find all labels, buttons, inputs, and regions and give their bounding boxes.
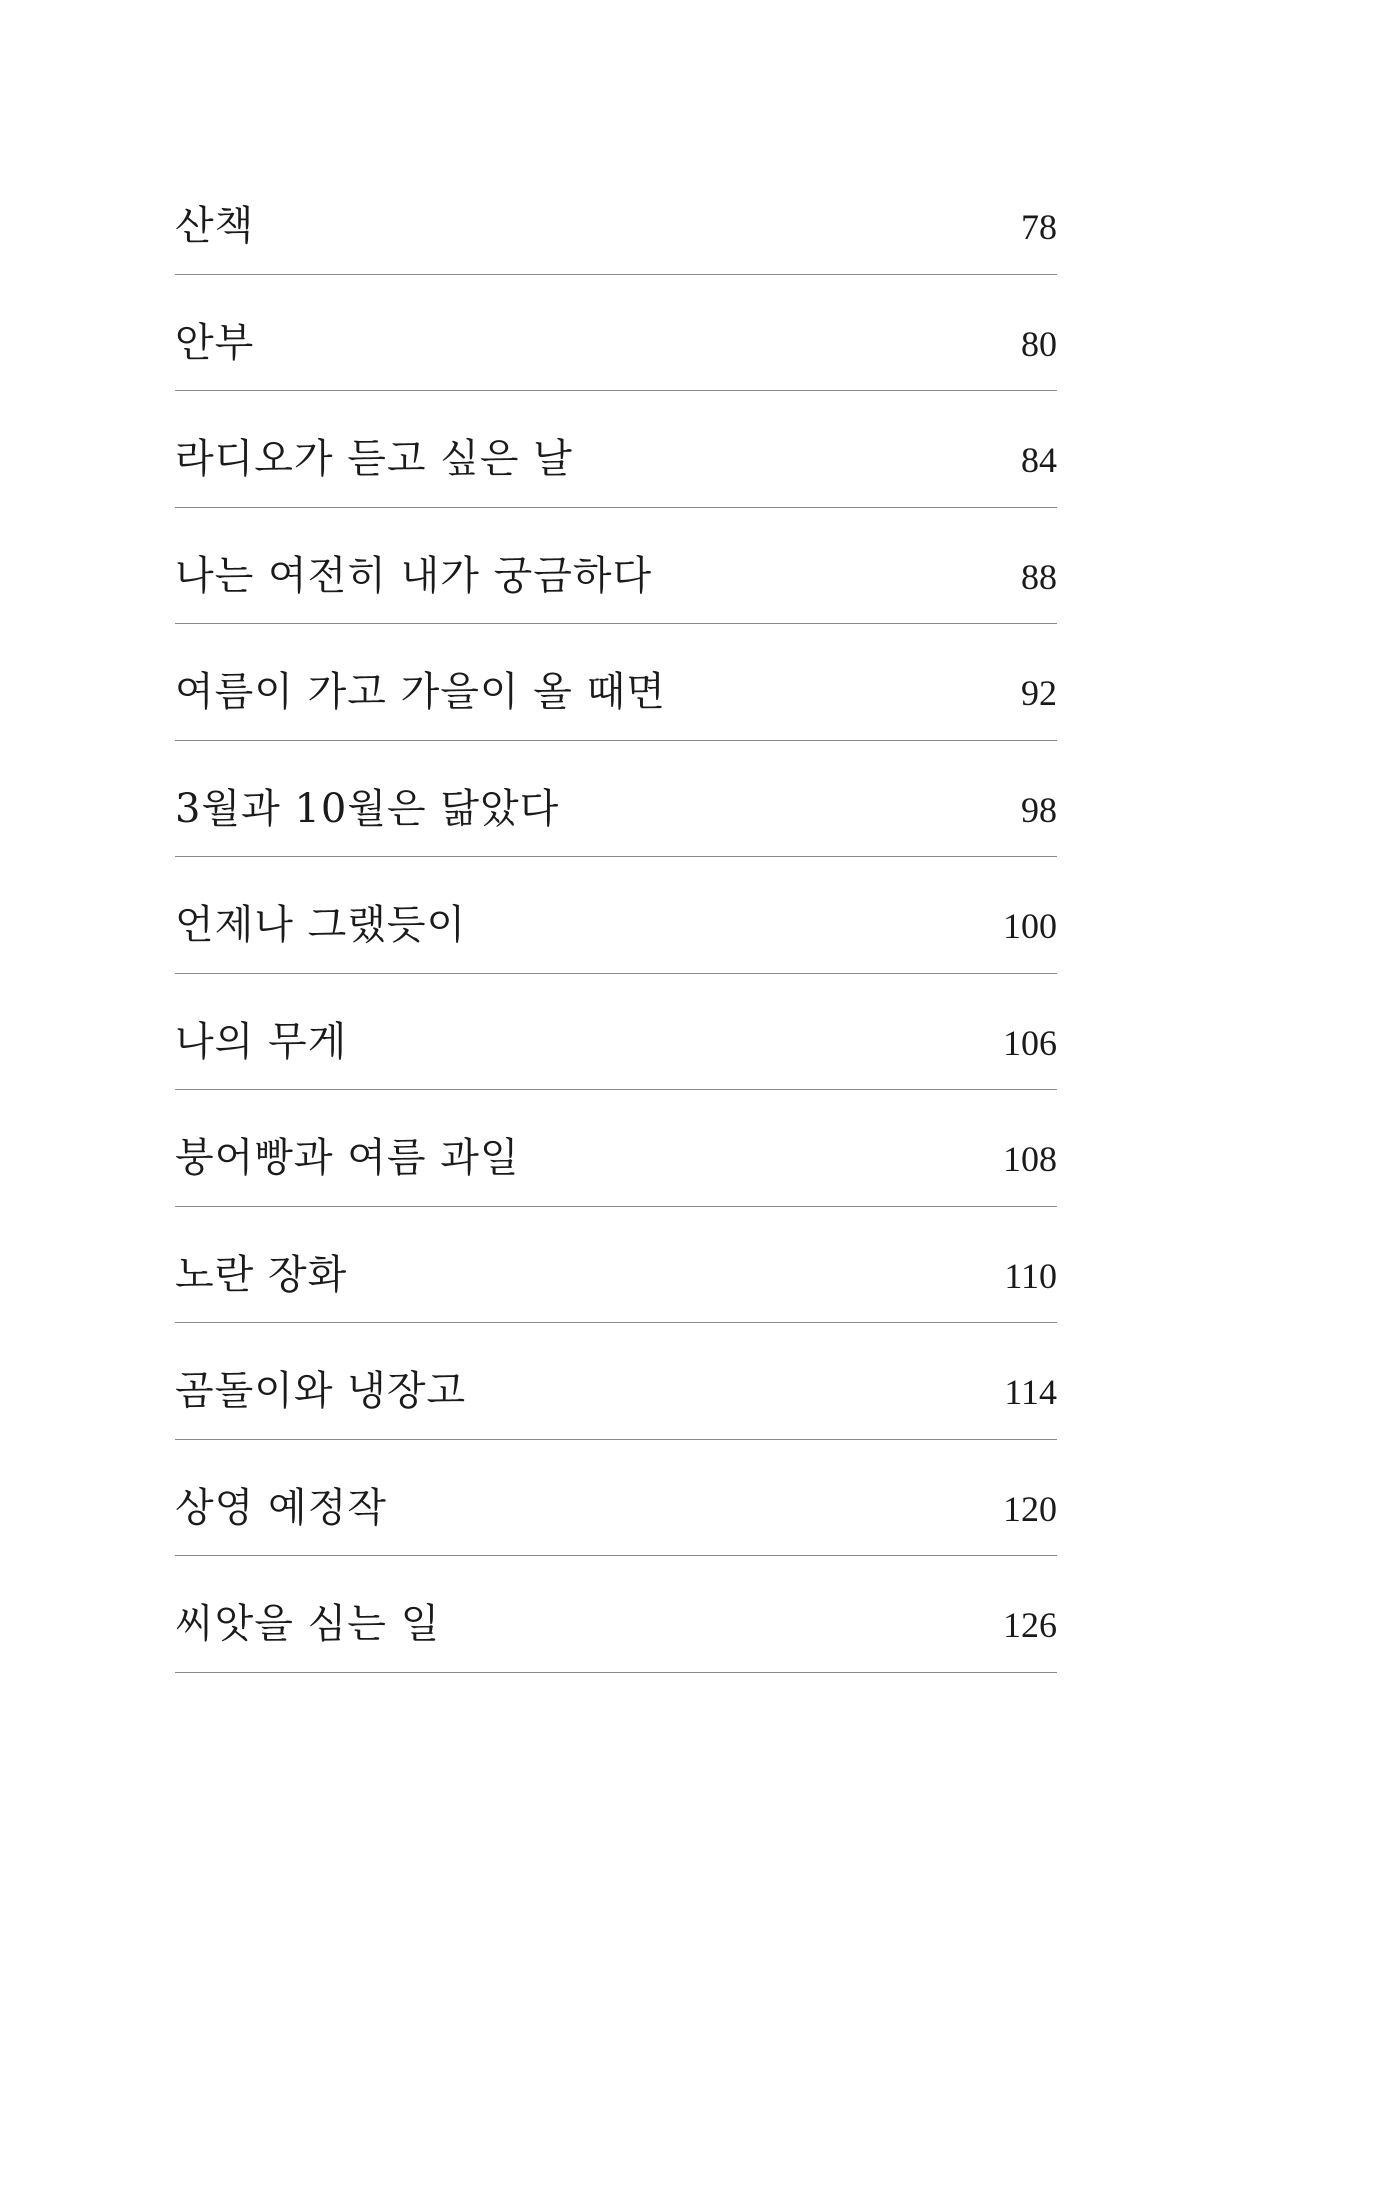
toc-entry-page: 84: [1021, 440, 1057, 480]
toc-entry-title: 붕어빵과 여름 과일: [175, 1135, 520, 1181]
toc-entry-page: 98: [1021, 789, 1057, 830]
toc-entry-page: 110: [1004, 1255, 1057, 1296]
toc-entry-title: 나의 무게: [175, 1018, 348, 1065]
toc-entry[interactable]: [175, 974, 1057, 1091]
toc-entry-page: 106: [1003, 1022, 1057, 1063]
toc-entry[interactable]: [175, 1323, 1057, 1440]
toc-entry[interactable]: [175, 391, 1057, 508]
toc-entry-title: 여름이 가고 가을이 올 때면: [175, 669, 666, 715]
toc-entry-title: 나는 여전히 내가 궁금하다: [175, 552, 653, 599]
toc-entry[interactable]: [175, 158, 1057, 275]
toc-entry[interactable]: [175, 1090, 1057, 1207]
toc-entry-page: 78: [1021, 207, 1057, 247]
toc-entry-title: 안부: [175, 319, 255, 366]
toc-entry-title: 곰돌이와 냉장고: [175, 1368, 467, 1414]
toc-entry-page: 100: [1003, 906, 1057, 946]
toc-entry-title: 산책: [175, 203, 255, 249]
toc-entry-title: 3월과 10월은 닮았다: [175, 785, 560, 832]
toc-entry-page: 88: [1021, 556, 1057, 597]
toc-entry-page: 108: [1003, 1139, 1057, 1179]
toc-entry-title: 언제나 그랬듯이: [175, 902, 467, 948]
toc-entry[interactable]: [175, 275, 1057, 392]
toc-entry[interactable]: [175, 624, 1057, 741]
toc-entry[interactable]: [175, 1556, 1057, 1673]
toc-entry-title: 노란 장화: [175, 1251, 348, 1298]
toc-entry-title: 씨앗을 심는 일: [175, 1601, 441, 1647]
table-of-contents: [175, 158, 1057, 1673]
toc-entry-page: 114: [1004, 1372, 1057, 1412]
toc-entry-page: 92: [1021, 673, 1057, 713]
toc-entry[interactable]: [175, 741, 1057, 858]
toc-entry[interactable]: [175, 857, 1057, 974]
toc-entry[interactable]: [175, 1440, 1057, 1557]
toc-entry-page: 80: [1021, 323, 1057, 364]
toc-entry-page: 126: [1003, 1605, 1057, 1645]
toc-entry-page: 120: [1003, 1488, 1057, 1529]
toc-entry[interactable]: [175, 508, 1057, 625]
toc-entry[interactable]: [175, 1207, 1057, 1324]
toc-entry-title: 상영 예정작: [175, 1484, 387, 1531]
toc-entry-title: 라디오가 듣고 싶은 날: [175, 436, 573, 482]
